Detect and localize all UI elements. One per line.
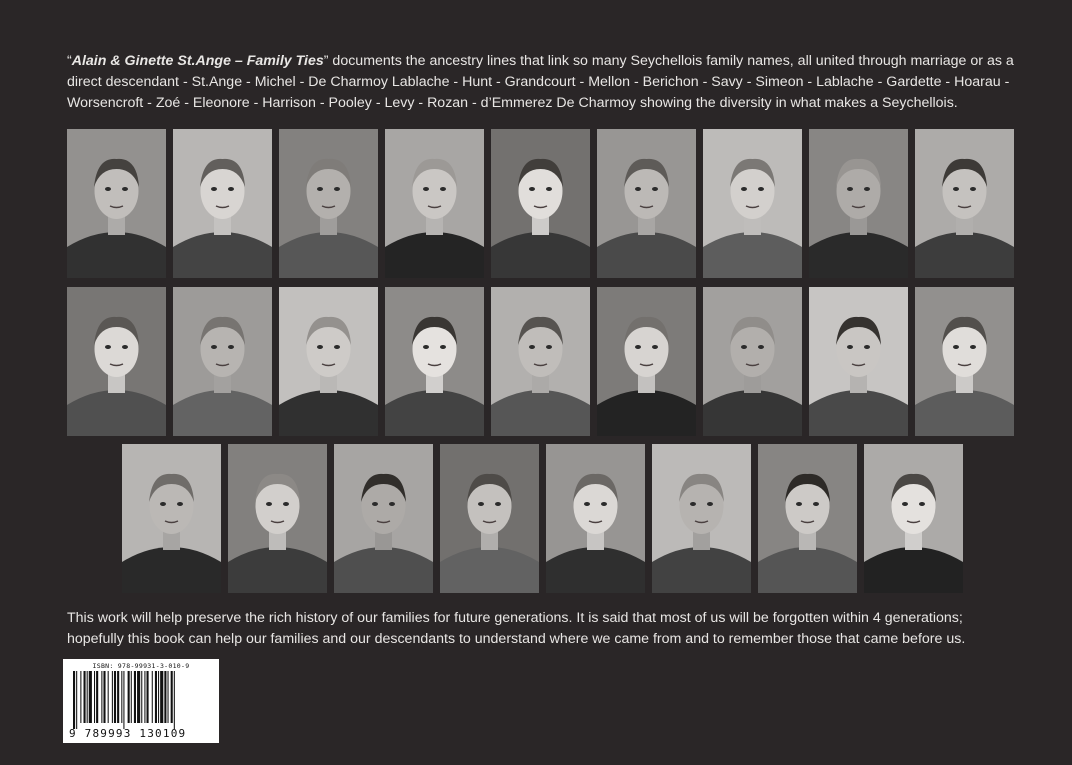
barcode-bar	[84, 671, 86, 723]
barcode-bar	[144, 671, 145, 723]
portrait-photo	[703, 129, 802, 278]
portrait-photo	[334, 444, 433, 593]
portrait-photo	[385, 129, 484, 278]
barcode-bar	[123, 671, 124, 729]
intro-open-quote: “	[67, 53, 72, 69]
portrait-row-3	[122, 444, 963, 593]
barcode-bars	[73, 671, 213, 729]
portrait-photo	[915, 287, 1014, 436]
barcode-bar	[131, 671, 132, 723]
barcode-bar	[128, 671, 130, 723]
portrait-photo	[491, 287, 590, 436]
portrait-photo	[491, 129, 590, 278]
portrait-photo	[758, 444, 857, 593]
barcode-bar	[174, 671, 175, 729]
barcode-bar	[160, 671, 163, 723]
barcode-bar	[147, 671, 149, 723]
barcode-bar	[134, 671, 136, 723]
barcode-bar	[101, 671, 102, 723]
barcode-bar	[168, 671, 169, 723]
barcode-bar	[164, 671, 166, 723]
portrait-photo	[546, 444, 645, 593]
portrait-photo	[67, 287, 166, 436]
barcode-bar	[103, 671, 105, 723]
barcode-bar	[96, 671, 98, 723]
portrait-photo	[864, 444, 963, 593]
intro-paragraph	[67, 51, 1017, 114]
intro-body: ” documents the ancestry lines that link so many Seychellois family names, all united through marriage or as a direct descendant - St.Ange - Michel - De Charmoy Lablache - Hunt - Grandcourt - Mellon - Berichon - Savy - Simeon - Lablache - Gardette - Hoarau - Worsencroft - Zoé - Eleonore - Harrison - Pooley - Levy - Rozan - d’Emmerez De Charmoy showing the diversity in what makes a Seychellois.	[67, 53, 1014, 111]
barcode-bar	[141, 671, 142, 723]
portrait-photo	[597, 287, 696, 436]
barcode-bar	[87, 671, 88, 723]
portrait-row-2	[67, 287, 1014, 436]
portrait-photo	[440, 444, 539, 593]
portrait-photo	[173, 129, 272, 278]
isbn-label: ISBN: 978-99931-3-010-9	[92, 662, 190, 670]
closing-paragraph: This work will help preserve the rich history of our families for future generations. It is said that most of us will be forgotten within 4 generations; hopefully this book can help our families and our descendants to understand where we came from and to remember those that came before us.	[67, 610, 966, 647]
book-title: Alain & Ginette St.Ange – Family Ties	[71, 53, 324, 69]
portrait-photo	[809, 129, 908, 278]
barcode-bar	[76, 671, 77, 729]
barcode-bar	[80, 671, 81, 723]
portrait-photo	[279, 287, 378, 436]
portrait-photo	[122, 444, 221, 593]
portrait-photo	[67, 129, 166, 278]
portrait-photo	[279, 129, 378, 278]
portrait-photo	[385, 287, 484, 436]
portrait-photo	[915, 129, 1014, 278]
portrait-photo	[173, 287, 272, 436]
barcode-bar	[137, 671, 140, 723]
barcode-bar	[112, 671, 113, 723]
barcode-bar	[108, 671, 109, 723]
barcode-bar	[94, 671, 95, 723]
barcode-bar	[73, 671, 75, 729]
isbn-barcode	[63, 659, 219, 743]
portrait-photo	[652, 444, 751, 593]
barcode-bar	[121, 671, 122, 723]
barcode-bar	[158, 671, 159, 723]
barcode-bar	[171, 671, 173, 723]
barcode-bar	[155, 671, 157, 723]
barcode-bar	[89, 671, 92, 723]
portrait-row-1	[67, 129, 1014, 278]
barcode-bar	[152, 671, 153, 723]
barcode-bar	[114, 671, 116, 723]
portrait-photo	[597, 129, 696, 278]
portrait-photo	[228, 444, 327, 593]
barcode-digits: 9 789993 130109	[69, 727, 187, 740]
barcode-bar	[117, 671, 119, 723]
portrait-photo	[809, 287, 908, 436]
portrait-photo	[703, 287, 802, 436]
